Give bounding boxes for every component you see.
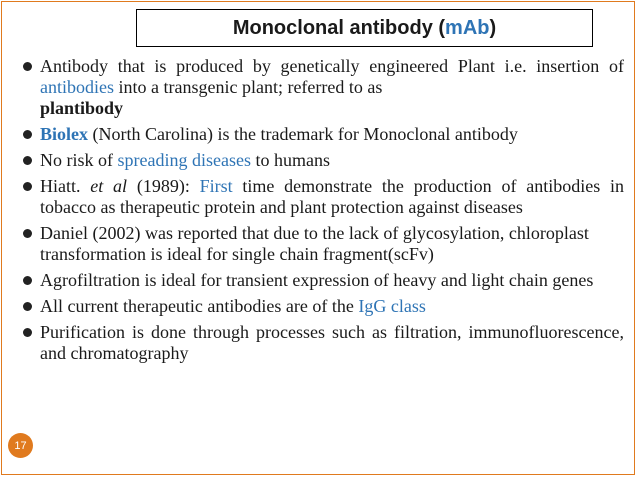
- bullet-no-risk: [20, 150, 624, 171]
- bullet-biolex: [20, 124, 624, 145]
- link-spreading-diseases: spreading diseases: [117, 150, 251, 170]
- bullet-marker-icon: [23, 302, 32, 311]
- bullet-marker-icon: [23, 62, 32, 71]
- link-antibodies: antibodies: [40, 77, 114, 97]
- bullet-text: Hiatt. et al (1989): First time demonstrate the production of antibodies in tobacco as therapeutic protein and plant protection against diseases: [40, 176, 624, 217]
- bullet-marker-icon: [23, 156, 32, 165]
- bullet-marker-icon: [23, 130, 32, 139]
- link-igg-class: IgG class: [358, 296, 426, 316]
- bullet-agrofiltration: [20, 270, 624, 291]
- bullet-text: Daniel (2002) was reported that due to the lack of glycosylation, chloroplast transformation is ideal for single chain fragment(scFv): [40, 223, 589, 264]
- bullet-text: All current therapeutic antibodies are of the IgG class: [40, 296, 426, 316]
- bullet-list: [20, 56, 624, 369]
- bullet-text: Agrofiltration is ideal for transient expression of heavy and light chain genes: [40, 270, 594, 290]
- bullet-text: Purification is done through processes such as filtration, immunofluorescence, and chromatography: [40, 322, 624, 363]
- slide-title: [136, 9, 593, 47]
- bullet-plantibody: [20, 56, 624, 119]
- bullet-marker-icon: [23, 328, 32, 337]
- bullet-text: No risk of spreading diseases to humans: [40, 150, 330, 170]
- page-number-badge: 17: [8, 433, 33, 458]
- bullet-marker-icon: [23, 182, 32, 191]
- title-accent: mAb: [445, 16, 490, 39]
- term-plantibody: plantibody: [40, 98, 124, 118]
- term-biolex: Biolex: [40, 124, 88, 144]
- bullet-text: Antibody that is produced by genetically engineered Plant i.e. insertion of antibodies into a transgenic plant; referred to as plantibody: [40, 56, 624, 118]
- title-close: ): [489, 16, 497, 39]
- title-main: Monoclonal antibody (: [232, 16, 446, 39]
- bullet-daniel: [20, 223, 624, 265]
- link-first: First: [199, 176, 233, 196]
- bullet-marker-icon: [23, 276, 32, 285]
- bullet-purification: [20, 322, 624, 364]
- bullet-marker-icon: [23, 229, 32, 238]
- bullet-text: Biolex (North Carolina) is the trademark for Monoclonal antibody: [40, 124, 518, 144]
- bullet-hiatt: [20, 176, 624, 218]
- bullet-igg: [20, 296, 624, 317]
